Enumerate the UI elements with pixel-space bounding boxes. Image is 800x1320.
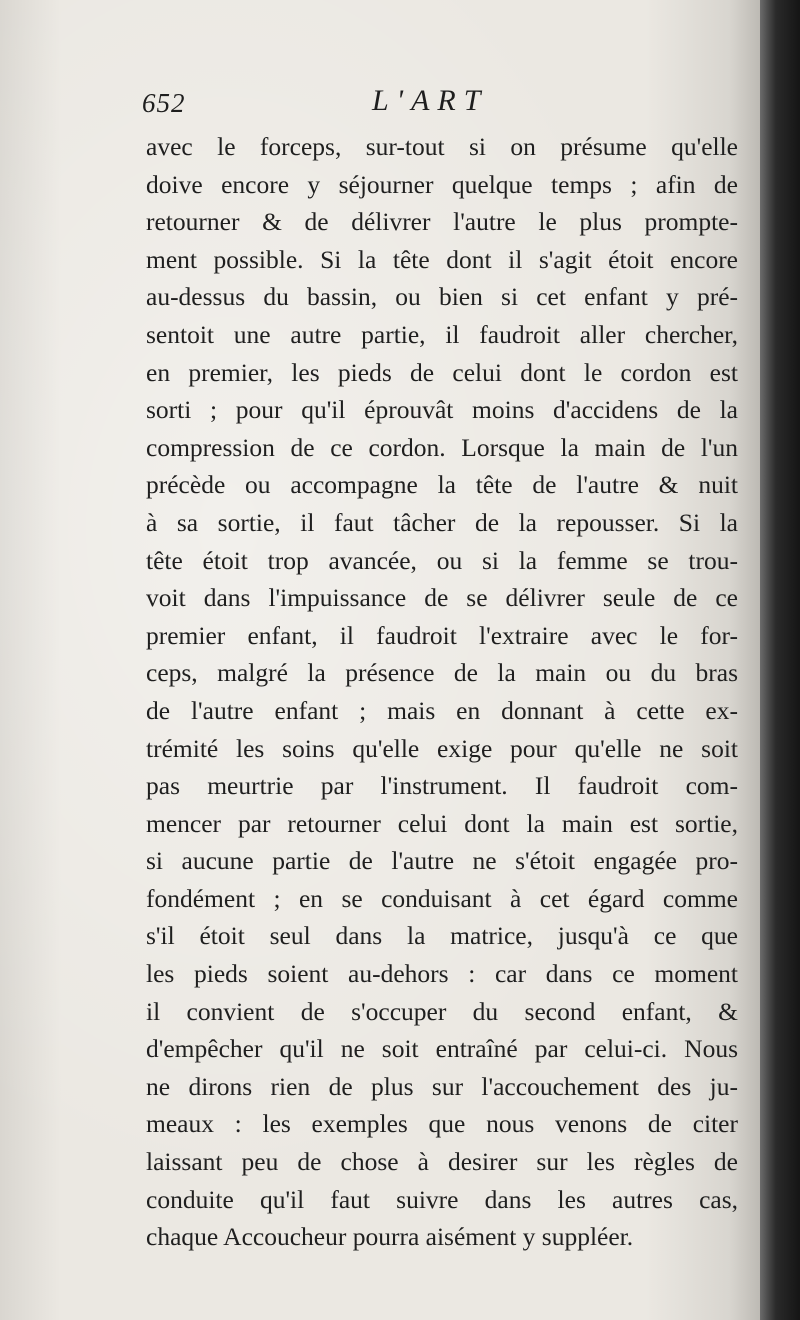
text-line: compression de ce cordon. Lorsque la main de l'un <box>146 432 738 462</box>
text-line: meaux : les exemples que nous venons de citer <box>146 1109 738 1139</box>
text-line: au-dessus du bassin, ou bien si cet enfant y pré- <box>146 282 738 312</box>
text-line: de l'autre enfant ; mais en donnant à cette ex- <box>146 695 738 725</box>
book-gutter <box>760 0 800 1320</box>
text-line: précède ou accompagne la tête de l'autre & nuit <box>146 470 738 500</box>
text-line: conduite qu'il faut suivre dans les autres cas, <box>146 1184 738 1214</box>
body-text <box>146 128 738 1256</box>
text-line: ceps, malgré la présence de la main ou du bras <box>146 658 738 688</box>
text-line: chaque Accoucheur pourra aisément y suppléer. <box>146 1222 634 1252</box>
text-line: il convient de s'occuper du second enfant, & <box>146 996 738 1026</box>
text-line: pas meurtrie par l'instrument. Il faudroit com- <box>146 771 738 801</box>
text-line: en premier, les pieds de celui dont le cordon est <box>146 357 738 387</box>
text-line: sentoit une autre partie, il faudroit aller chercher, <box>146 319 738 349</box>
page-number: 652 <box>142 88 186 118</box>
text-line: retourner & de délivrer l'autre le plus prompte- <box>146 207 738 237</box>
text-line: voit dans l'impuissance de se délivrer seule de ce <box>146 583 738 613</box>
running-head: L'ART <box>372 84 489 117</box>
text-line: tête étoit trop avancée, ou si la femme se trou- <box>146 545 738 575</box>
text-line: doive encore y séjourner quelque temps ; afin de <box>146 169 738 199</box>
text-line: laissant peu de chose à desirer sur les règles de <box>146 1147 738 1177</box>
text-line: avec le forceps, sur-tout si on présume qu'elle <box>146 132 738 161</box>
text-line: d'empêcher qu'il ne soit entraîné par celui-ci. Nous <box>146 1034 738 1064</box>
text-line: à sa sortie, il faut tâcher de la repousser. Si la <box>146 507 738 537</box>
page-header <box>142 84 702 124</box>
text-line: s'il étoit seul dans la matrice, jusqu'à ce que <box>146 921 738 951</box>
text-line: les pieds soient au-dehors : car dans ce moment <box>146 959 738 989</box>
text-line: fondément ; en se conduisant à cet égard comme <box>146 883 738 913</box>
text-line: si aucune partie de l'autre ne s'étoit engagée pro- <box>146 846 738 876</box>
text-line: sorti ; pour qu'il éprouvât moins d'accidens de la <box>146 395 738 425</box>
text-line: ment possible. Si la tête dont il s'agit étoit encore <box>146 244 738 274</box>
text-line: mencer par retourner celui dont la main est sortie, <box>146 808 738 838</box>
text-line: ne dirons rien de plus sur l'accouchement des ju- <box>146 1071 738 1101</box>
text-line: premier enfant, il faudroit l'extraire avec le for- <box>146 620 738 650</box>
text-line: trémité les soins qu'elle exige pour qu'elle ne soit <box>146 733 738 763</box>
